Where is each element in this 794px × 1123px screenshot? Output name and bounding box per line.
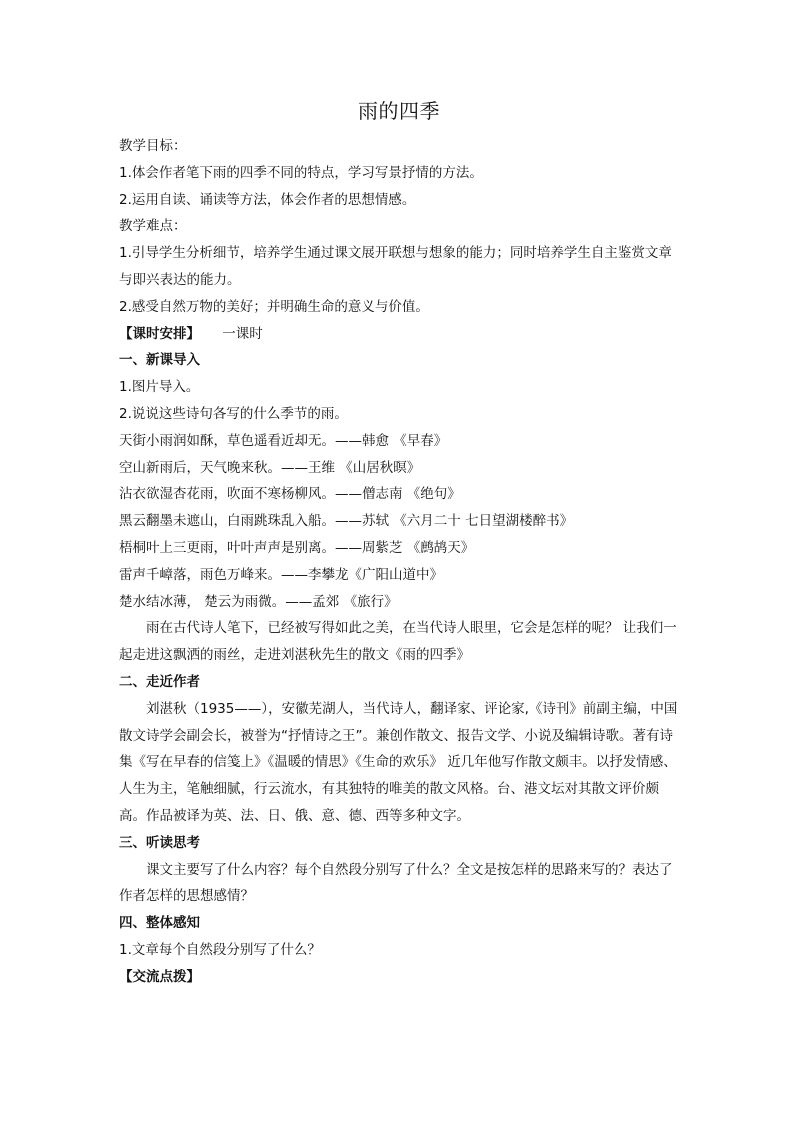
poem-line-3: 沾衣欲湿杏花雨，吹面不寒杨柳风。——僧志南 《绝句》 [119,486,461,503]
author-paragraph: 刘湛秋（1935——），安徽芜湖人，当代诗人，翻译家、评论家,《诗刊》前副主编，中国散文诗学会副会长，被誉为“抒情诗之王”。兼创作散文、报告文学、小说及编辑诗歌。著有诗集《写在早春的信笺上》《温暖的情思》《生命的欢乐》 近几年他写作散文颇丰。以抒发情感、人生为主，笔触细腻，行云流水，有其独特的唯美的散文风格。台、港文坛对其散文评价颇高。作品被译为英、法、日、俄、意、德、西等多种文字。 [119,700,678,824]
difficulty-item-1: 1.引导学生分析细节，培养学生通过课文展开联想与想象的能力；同时培养学生自主鉴赏文章与即兴表达的能力。 [119,245,672,288]
difficulty-item-2: 2.感受自然万物的美好；并明确生命的意义与价值。 [119,298,429,315]
difficulty-heading: 教学难点： [119,218,187,235]
objective-item-2: 2.运用自读、诵读等方法，体会作者的思想情感。 [119,191,416,208]
objective-item-1: 1.体会作者笔下雨的四季不同的特点，学习写景抒情的方法。 [119,164,483,181]
new-lesson-item-2: 2.说说这些诗句各写的什么季节的雨。 [119,405,348,422]
listen-heading: 三、听读思考 [119,834,200,851]
exchange-label: 【交流点拨】 [119,968,200,985]
schedule-row [119,321,679,348]
poem-line-2: 空山新雨后，天气晚来秋。——王维 《山居秋暝》 [119,459,421,476]
schedule-label: 【课时安排】 [119,325,200,342]
listen-paragraph: 课文主要写了什么内容？每个自然段分别写了什么？全文是按怎样的思路来写的？表达了作者怎样的思想感情？ [119,861,673,905]
overall-item-1: 1.文章每个自然段分别写了什么？ [119,941,321,958]
intro-paragraph: 雨在古代诗人笔下，已经被写得如此之美，在当代诗人眼里，它会是怎样的呢？ 让我们一起走进这飘洒的雨丝，走进刘湛秋先生的散文《雨的四季》 [119,620,677,664]
new-lesson-item-1: 1.图片导入。 [119,379,200,396]
poem-line-4: 黑云翻墨未遮山，白雨跳珠乱入船。——苏轼 《六月二十 七日望湖楼醉书》 [119,513,574,530]
document-title: 雨的四季 [358,99,440,123]
poem-line-1: 天街小雨润如酥，草色遥看近却无。——韩愈 《早春》 [119,432,448,449]
poem-line-5: 梧桐叶上三更雨，叶叶声声是别离。——周紫芝 《鹧鸪天》 [119,539,475,556]
objectives-heading: 教学目标： [119,138,187,154]
author-heading: 二、走近作者 [119,673,200,690]
poem-line-7: 楚水结冰薄， 楚云为雨微。——孟郊 《旅行》 [119,593,398,610]
schedule-value: 一课时 [222,325,263,342]
new-lesson-heading: 一、新课导入 [119,352,200,369]
document-content [119,97,679,991]
poem-line-6: 雷声千嶂落，雨色万峰来。——李攀龙《广阳山道中》 [119,566,443,583]
overall-heading: 四、整体感知 [119,915,200,932]
